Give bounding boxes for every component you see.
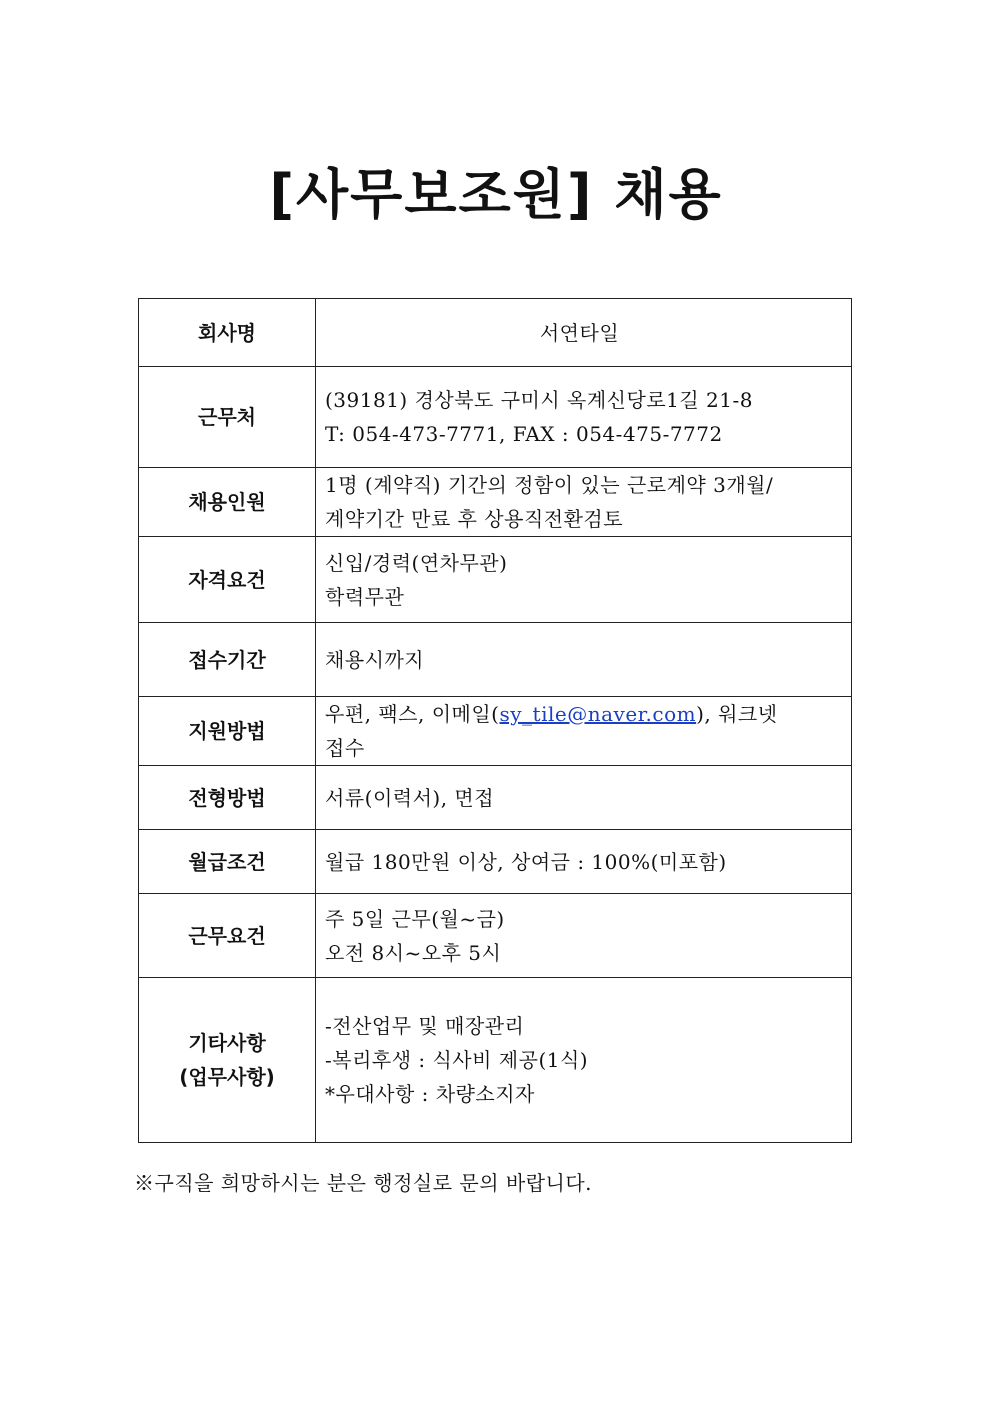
label-workplace: 근무처 (139, 367, 316, 468)
label-headcount: 채용인원 (139, 468, 316, 537)
table-row-company (139, 299, 852, 367)
value-salary (316, 830, 852, 894)
value-line: *우대사항 : 차량소지자 (325, 1082, 535, 1106)
table-row-period (139, 623, 852, 697)
page-title: [사무보조원] 채용 (269, 163, 723, 226)
value-company (316, 299, 852, 367)
value-line: 오전 8시~오후 5시 (325, 940, 502, 965)
value-work-conditions (316, 894, 852, 978)
value-line: 주 5일 근무(월~금) (325, 906, 505, 931)
value-line: 월급 180만원 이상, 상여금 : 100%(미포함) (325, 849, 727, 874)
table-row-headcount (139, 468, 852, 537)
contact-note: ※구직을 희망하시는 분은 행정실로 문의 바랍니다. (134, 1171, 593, 1195)
label-line: 기타사항 (188, 1031, 266, 1055)
label-work-conditions: 근무요건 (139, 894, 316, 978)
table-row-workplace (139, 367, 852, 468)
value-qualification (316, 537, 852, 623)
table-row-etc (139, 978, 852, 1143)
value-line: 서류(이력서), 면접 (325, 785, 495, 810)
table-row-apply-method (139, 697, 852, 766)
label-company: 회사명 (139, 299, 316, 367)
label-selection: 전형방법 (139, 766, 316, 830)
value-line: 서연타일 (539, 320, 620, 345)
table-row-selection (139, 766, 852, 830)
value-etc (316, 978, 852, 1143)
label-qualification: 자격요건 (139, 537, 316, 623)
value-apply-method (316, 697, 852, 766)
apply-text-prefix: 우편, 팩스, 이메일( (325, 702, 500, 726)
label-line: (업무사항) (179, 1065, 275, 1089)
table-row-salary (139, 830, 852, 894)
value-headcount (316, 468, 852, 537)
email-link[interactable]: sy_tile@naver.com (499, 702, 697, 726)
value-line: 신입/경력(연차무관) (325, 550, 508, 575)
value-line: 채용시까지 (325, 647, 425, 672)
label-salary: 월급조건 (139, 830, 316, 894)
label-apply-method: 지원방법 (139, 697, 316, 766)
value-line: -복리후생 : 식사비 제공(1식) (325, 1048, 589, 1072)
value-line: 계약기간 만료 후 상용직전환검토 (325, 507, 624, 531)
value-line: T: 054-473-7771, FAX : 054-475-7772 (325, 422, 723, 446)
value-line: 접수 (325, 736, 365, 760)
table-row-work-conditions (139, 894, 852, 978)
value-line: -전산업무 및 매장관리 (325, 1014, 525, 1038)
label-etc (139, 978, 316, 1143)
apply-text-suffix: ), 워크넷 (696, 702, 778, 726)
value-line: 1명 (계약직) 기간의 정함이 있는 근로계약 3개월/ (325, 473, 774, 497)
value-selection (316, 766, 852, 830)
label-period: 접수기간 (139, 623, 316, 697)
value-period (316, 623, 852, 697)
value-workplace (316, 367, 852, 468)
job-info-table (138, 298, 852, 1143)
value-line (325, 697, 843, 731)
value-line: (39181) 경상북도 구미시 옥계신당로1길 21-8 (325, 388, 753, 412)
value-line: 학력무관 (325, 584, 405, 609)
table-row-qualification (139, 537, 852, 623)
